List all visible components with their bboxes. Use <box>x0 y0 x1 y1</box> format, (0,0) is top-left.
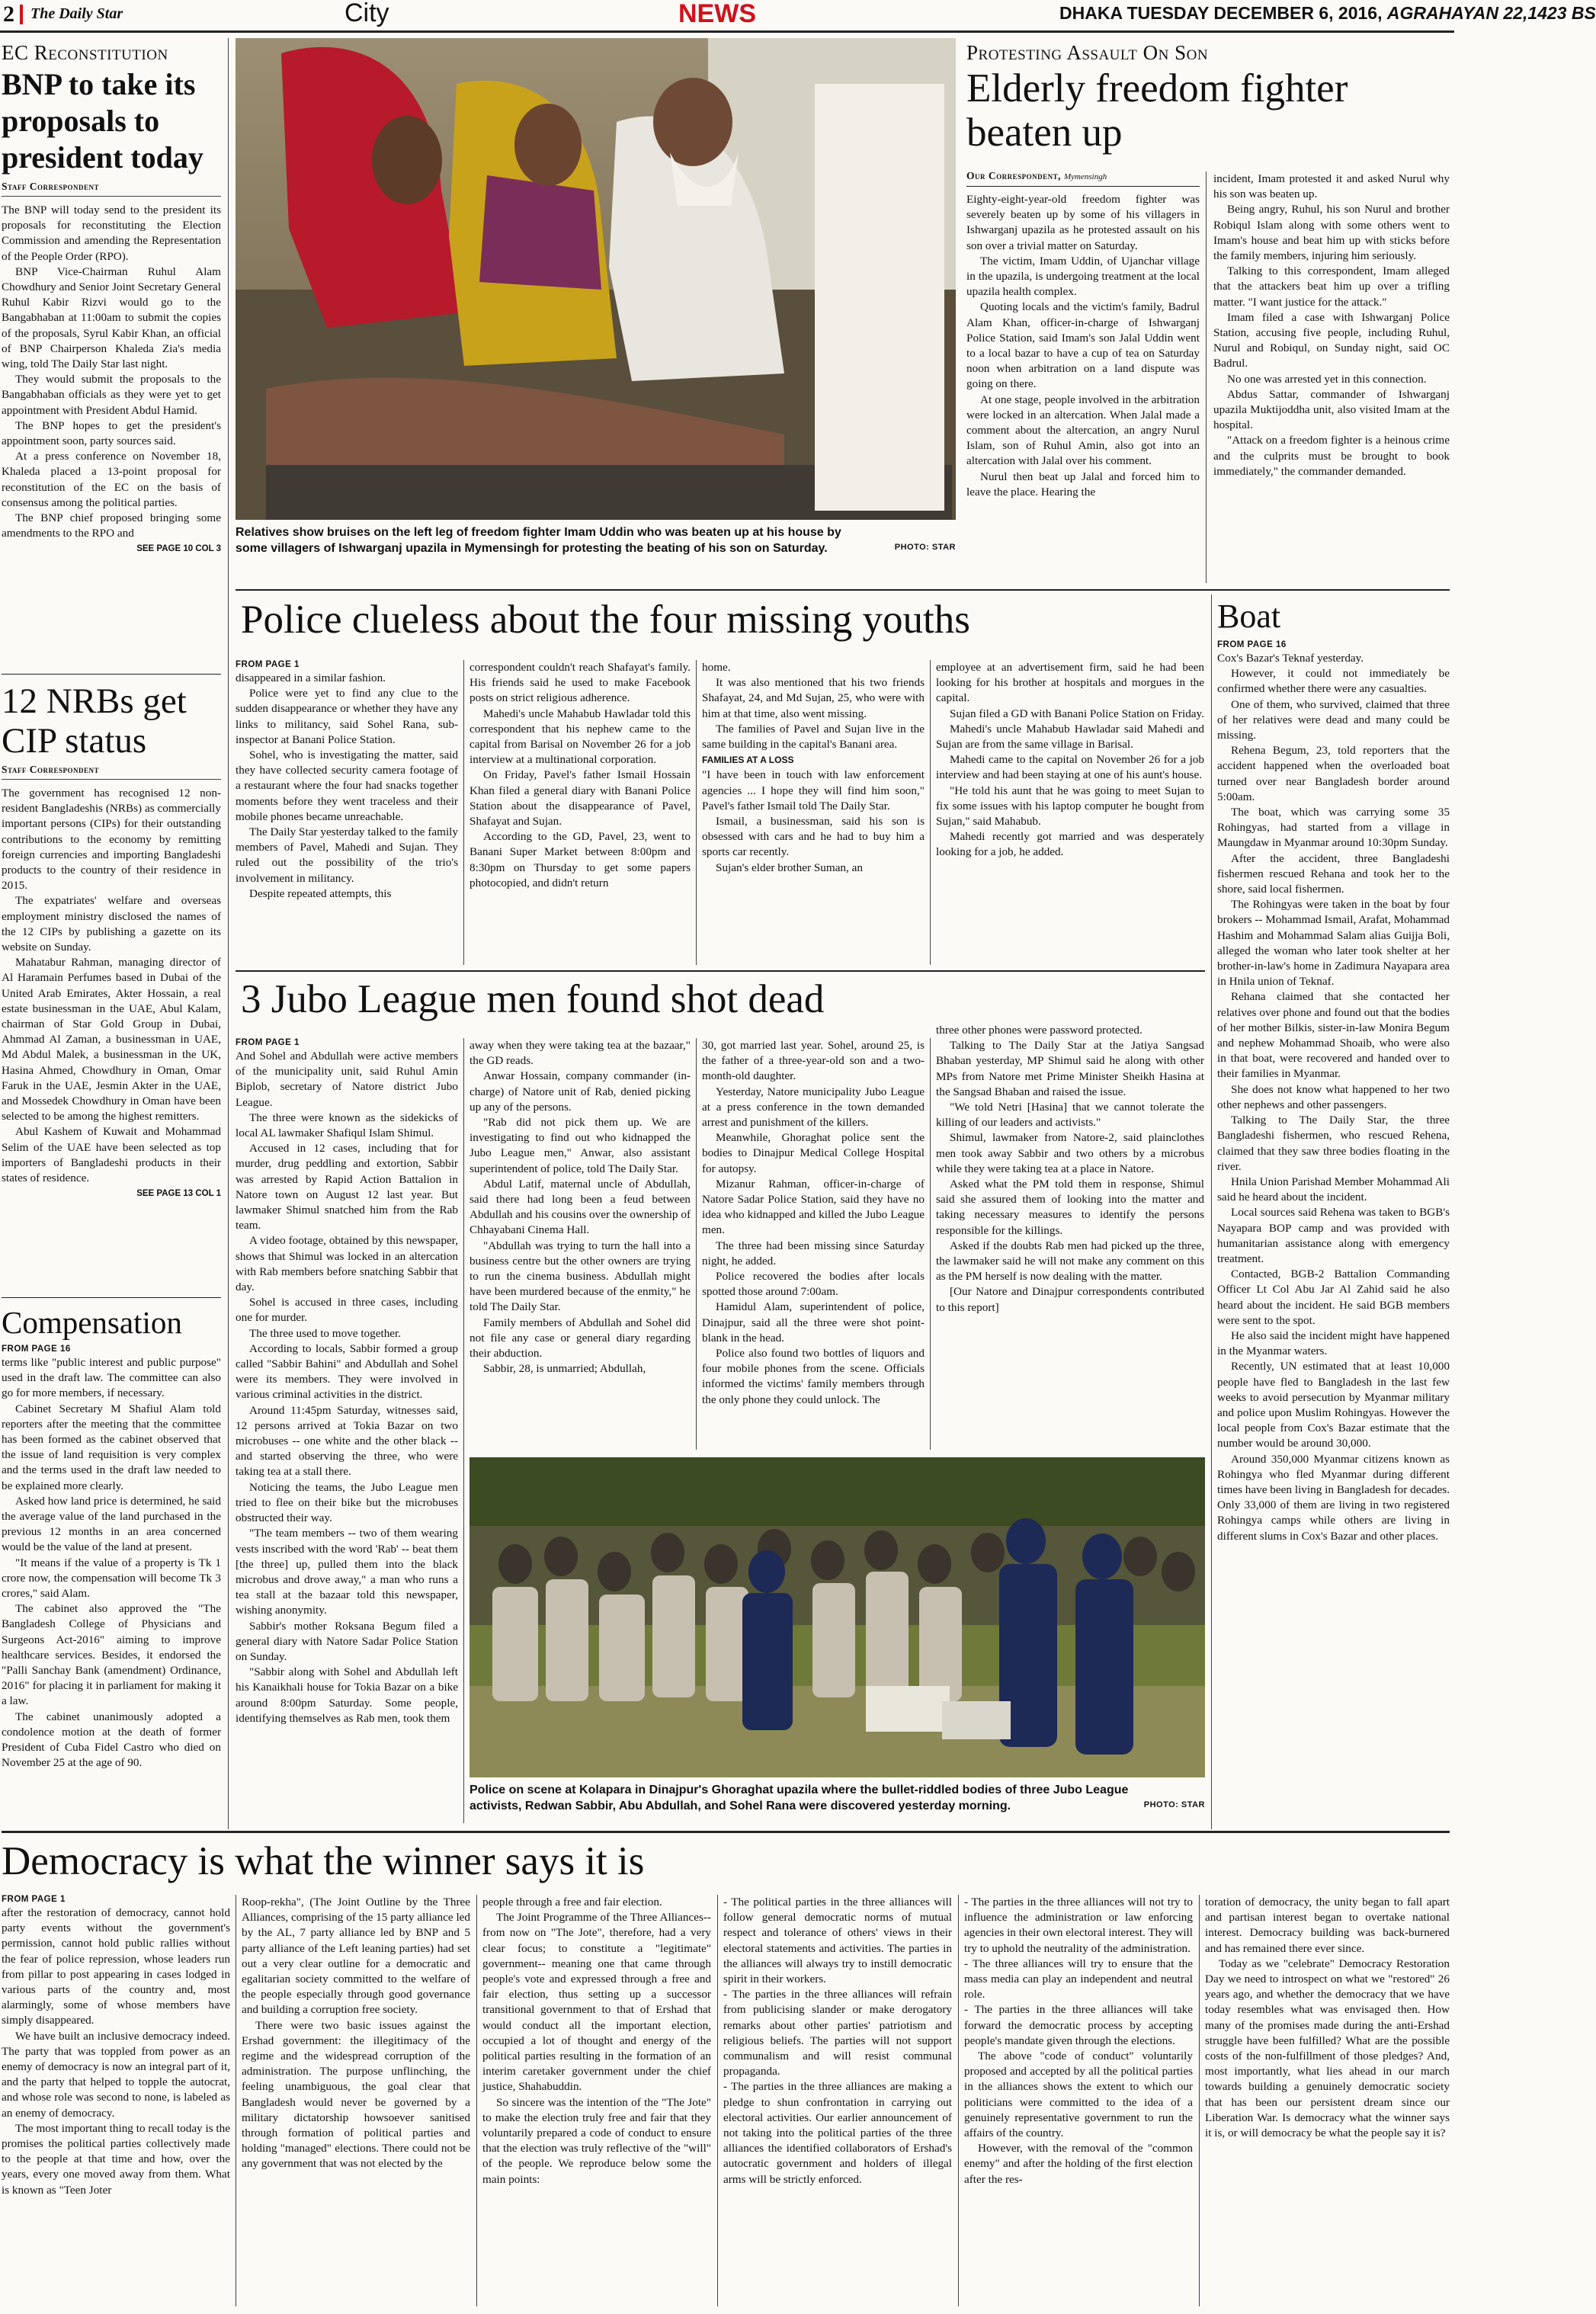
divider <box>2 1831 1450 1833</box>
column-rule <box>930 1038 931 1450</box>
freedom-fighter-story <box>966 41 1450 155</box>
photo-image <box>470 1457 1205 1777</box>
story-body-col2 <box>1213 171 1450 479</box>
paragraph: Nurul then beat up Jalal and forced him to leave the place. Hearing the <box>966 470 1200 498</box>
divider <box>2 1297 221 1298</box>
jubo-league-headline: 3 Jubo League men found shot dead <box>241 977 825 1021</box>
paragraph: correspondent couldn't reach Shafayat's family. His friends said he used to make Facebook posts on strict religious adherence. <box>470 661 691 705</box>
paragraph: "It means if the value of a property is Tk 1 crore now, the compensation will become Tk 3 crores," said Alam. <box>2 1556 221 1601</box>
paragraph: Sabbir, 28, is unmarried; Abdullah, <box>483 1362 646 1376</box>
paragraph: The boat, which was carrying some 35 Rohingyas, had started from a village in Maungdaw in Myanmar around 10:30pm Sunday. <box>1217 806 1450 850</box>
paragraph: At a press conference on November 18, Khaleda placed a 13-point proposal for reconstitution of the EC on the basis of consensus among the political parties. <box>2 450 221 509</box>
from-page-label: FROM PAGE 16 <box>2 1344 71 1354</box>
paragraph: Yesterday, Natore municipality Jubo League at a press conference in the town demanded arrest and punishment of the killers. <box>702 1085 925 1130</box>
paragraph: Cox's Bazar's Teknaf yesterday. <box>1217 652 1364 665</box>
paragraph: So sincere was the intention of the "The Jote" to make the election truly free and fair that they voluntarily prepared a code of conduct to ensure that the election was truly reflective of the "will" of the people. We reproduce below some the main points: <box>482 2095 711 2186</box>
paragraph: The most important thing to recall today is the promises the political parties collectively made to the people at that time and how, over the years, every one moved away from them. What is known as "Teen Joter <box>2 2121 230 2197</box>
paragraph: Police also found two bottles of liquors and four mobile phones from the scene. Officials informed the victims' family members through the only phone they could unlock. The <box>702 1347 925 1406</box>
paragraph: incident, Imam protested it and asked Nurul why his son was beaten up. <box>1213 172 1450 201</box>
paragraph: Talking to The Daily Star, the three Bangladeshi fishermen, who rescued Rehena, claimed that they saw three bodies floating in the river. <box>1217 1114 1450 1173</box>
story-body <box>2 1355 221 1771</box>
paragraph: - The three alliances will try to ensure that the mass media can play an independent and neutral role. <box>964 1957 1193 2002</box>
missing-youths-col2 <box>470 660 691 891</box>
paragraph: It was also mentioned that his two friends Shafayat, 24, and Md Sujan, 25, who were with him at that time, also went missing. <box>702 676 925 720</box>
photo-crime-scene <box>470 1457 1205 1777</box>
dateline <box>1059 3 1596 24</box>
paragraph: away when they were taking tea at the bazaar," the GD reads. <box>470 1039 691 1068</box>
paragraph: At one stage, people involved in the arbitration were locked in an altercation. When Jalal made a comment about the altercation, an angry Nurul Islam, son of Ruhul Amin, also got into an altercation with Jalal over his comment. <box>966 393 1200 468</box>
paragraph: The three had been missing since Saturday night, he added. <box>702 1239 925 1268</box>
paragraph: Sohel is accused in three cases, including one for murder. <box>236 1296 458 1325</box>
missing-youths-col3 <box>702 660 925 876</box>
missing-youths-col1 <box>236 660 458 902</box>
paragraph: Being angry, Ruhul, his son Nurul and brother Robiqul Islam along with some others went to Imam's house and beat him up with sticks before the family members, injuring him seriously. <box>1213 203 1450 263</box>
paragraph: She does not know what happened to her two other nephews and other passengers. <box>1217 1082 1450 1111</box>
paragraph: Mahedi recently got married and was desperately looking for a job, he added. <box>936 830 1204 859</box>
paragraph: Family members of Abdullah and Sohel did not file any case or general diary regarding their abduction. <box>470 1316 691 1361</box>
paragraph: One of them, who survived, claimed that three of her relatives were dead and many could be missing. <box>1217 697 1450 742</box>
column-rule <box>1199 1895 1200 2306</box>
missing-youths-col4 <box>936 660 1204 861</box>
paragraph: Cabinet Secretary M Shafiul Alam told reporters after the meeting that the committee has been formed as the cabinet observed that the issue of land requisition is very complex and the terms used in the draft law needed to be explained more clearly. <box>2 1402 221 1492</box>
photo-credit: PHOTO: STAR <box>894 543 956 552</box>
paragraph: Imam filed a case with Ishwarganj Police Station, accusing five people, including Ruhul, Nurul and Robiqul, on Sunday night, said OC Badrul. <box>1213 310 1450 370</box>
paragraph: The Daily Star yesterday talked to the family members of Pavel, Mahedi and Sujan. They ruled out the possibility of the trio's involvement in militancy. <box>236 825 458 885</box>
paragraph: According to the GD, Pavel, 23, went to Banani Super Market between 8:00pm and 8:30pm on Thursday to get some papers photocopied, and didn't return <box>470 830 691 889</box>
paragraph: Asked what the PM told them in response, Shimul said she assured them of looking into the matter and taking necessary measures to identify the persons responsible for the killings. <box>936 1178 1204 1237</box>
paragraph: toration of democracy, the unity began to fall apart and partisan interest began to overtake national interest. Democracy building was back-burnered and has remained there ever since. <box>1205 1896 1450 1955</box>
paragraph: Asked if the doubts Rab men had picked up the three, the lawmaker said he will not make any comment on this as the PM herself is now dealing with the matter. <box>936 1239 1204 1284</box>
paragraph: - The parties in the three alliances will take forward the democratic process by accepting people's mandate given through the elections. <box>964 2003 1193 2047</box>
photo-caption-row <box>470 1782 1205 1814</box>
paragraph: "Abdullah was trying to turn the hall into a business centre but the other owners are trying to run the cinema business. Abdullah might have been murdered because of the enmity," he told The Daily Star. <box>470 1239 691 1314</box>
paper-logo: The Daily Star <box>30 5 123 22</box>
paragraph: Contacted, BGB-2 Battalion Commanding Officer Lt Col Abu Jar Al Zahid said he also heard about the incident. He said BGB members were sent to the spot. <box>1217 1268 1450 1327</box>
from-page-label: FROM PAGE 1 <box>236 1038 300 1047</box>
paragraph: Anwar Hossain, company commander (in-charge) of Natore unit of Rab, denied picking up any of the persons. <box>470 1069 691 1114</box>
paragraph: Sujan filed a GD with Banani Police Station on Friday. <box>950 707 1204 720</box>
story-kicker: Protesting Assault On Son <box>966 41 1209 64</box>
paragraph: No one was arrested yet in this connection. <box>1227 372 1427 386</box>
masthead-red-bar <box>20 5 23 24</box>
dateline-bangla: AGRAHAYAN 22,1423 BS <box>1386 3 1596 23</box>
divider <box>236 970 1205 972</box>
paragraph: Quoting locals and the victim's family, Badrul Alam Khan, officer-in-charge of Ishwarganj Police Station, said Imam's son Jalal Uddin went to a local bazar to have a cup of tea on Saturday noon when arbitration on a land dispute was going on there. <box>966 300 1200 391</box>
story-byline: Staff Correspondent <box>2 764 221 780</box>
paragraph: Around 11:45pm Saturday, witnesses said, 12 persons arrived at Tokia Bazar on two microbuses -- one white and the other black -- and started observing the three, who were taking tea at a stall there. <box>236 1403 458 1479</box>
column-rule <box>1211 595 1212 1829</box>
photo-caption: Police on scene at Kolapara in Dinajpur's Ghoraghat upazila where the bullet-riddled bodies of three Jubo League activists, Redwan Sabbir, Abu Abdullah, and Sohel Rana were discovered yesterday morning. <box>470 1784 1129 1812</box>
paragraph: [Our Natore and Dinajpur correspondents contributed to this report] <box>936 1285 1204 1314</box>
from-page-label: FROM PAGE 16 <box>1217 640 1287 649</box>
democracy-headline: Democracy is what the winner says it is <box>2 1839 645 1883</box>
story-headline: BNP to take its proposals to president today <box>2 67 204 175</box>
divider <box>2 674 221 675</box>
paragraph: Police were yet to find any clue to the sudden disappearance or whether they have any links to militancy, said Sohel Rana, sub-inspector at Banani Police Station. <box>236 687 458 746</box>
jubo-col3 <box>702 1038 925 1408</box>
paragraph: Mizanur Rahman, officer-in-charge of Natore Sadar Police Station, said they have no idea who kidnapped and killed the Jubo League men. <box>702 1177 925 1237</box>
paragraph: Rehena Begum, 23, told reporters that the accident happened when the overloaded boat turned over near Bangladesh border around 5:00am. <box>1217 744 1450 803</box>
paragraph: "Attack on a freedom fighter is a heinous crime and the culprits must be brought to book immediately," the commander demanded. <box>1213 434 1450 478</box>
paragraph: Abul Kashem of Kuwait and Mohammad Selim of the UAE have been selected as top importers of Bangladeshi products in their states of residence. <box>2 1125 221 1185</box>
paragraph: However, it could not immediately be confirmed whether there were any casualties. <box>1217 667 1450 696</box>
column-rule <box>696 1038 697 1450</box>
paragraph: According to locals, Sabbir formed a group called "Sabbir Bahini" and Abdullah and Sohel were its members. They were involved in various criminal activities in the district. <box>236 1341 458 1402</box>
paragraph: employee at an advertisement firm, said he had been looking for his brother at hospitals and morgues in the capital. <box>936 661 1204 705</box>
paragraph: - The political parties in the three alliances will follow general democratic norms of mutual respect and tolerance of others' views in their electoral statements and activities. The parties in the alliances will always try to instill democratic spirit in their workers. <box>723 1896 952 1986</box>
paragraph: And Sohel and Abdullah were active members of the municipality unit, said Ruhul Amin Biplob, secretary of Natore district Jubo League. <box>236 1050 458 1109</box>
paragraph: Hamidul Alam, superintendent of police, Dinajpur, said all the three were shot point-blank in the head. <box>702 1300 925 1344</box>
category-label: NEWS <box>678 0 756 28</box>
paragraph: "He told his aunt that he was going to meet Sujan to fix some issues with his laptop computer he bought from Sujan," said Mahabub. <box>936 784 1204 828</box>
story-body <box>1217 651 1450 1544</box>
jubo-col4 <box>936 1023 1204 1316</box>
photo-image <box>236 38 956 520</box>
democracy-col6 <box>1205 1895 1450 2141</box>
paragraph: - The parties in the three alliances will not try to influence the administration or law enforcing agencies in their own electoral interest. They will try to uphold the neutrality of the administration. <box>964 1896 1193 1955</box>
story-headline: Compensation <box>2 1305 182 1340</box>
paragraph: Local sources said Rehena was taken to BGB's Nayapara BOP camp and was provided with humanitarian assistance along with emergency treatment. <box>1217 1206 1450 1265</box>
page-number: 2 <box>3 2 14 27</box>
paragraph: Shimul, lawmaker from Natore-2, said plainclothes men took away Sabbir and two others by a microbus while they were taking tea at a place in Natore. <box>936 1131 1204 1175</box>
paragraph: Sujan's elder brother Suman, an <box>716 861 863 874</box>
column-rule <box>696 660 697 965</box>
story-kicker: EC Reconstitution <box>2 41 168 64</box>
photo-caption: Relatives show bruises on the left leg of freedom fighter Imam Uddin who was beaten up at his house by some villagers of Ishwarganj upazila in Mymensingh for protesting the beating of his son on Saturday. <box>236 526 841 555</box>
story-headline: 12 NRBs get CIP status <box>2 681 187 761</box>
jubo-col1 <box>236 1038 458 1726</box>
paragraph: The government has recognised 12 non-resident Bangladeshis (NRBs) as commercially important persons (CIPs) for their outstanding contributions to the economy by remitting foreign currencies and importing Bangladeshi products to the country of their residence in 2015. <box>2 787 221 893</box>
paragraph: He also said the incident might have happened in the Myanmar waters. <box>1217 1328 1450 1358</box>
paragraph: home. <box>702 661 731 674</box>
jubo-col2 <box>470 1038 691 1377</box>
paragraph: Recently, UN estimated that at least 10,000 people have fled to Bangladesh in the last few weeks to avoid persecution by Myanmar military and police upon Muslim Rohingyas. However the local people from Cox's Bazar estimate that the number would be around 30,000. <box>1217 1360 1450 1450</box>
paragraph: Rehana claimed that she contacted her relatives over phone and found out that the bodies of her mother Bilkis, sister-in-law Monira Begum and nephew Mohammad Shoaib, who were also in that boat, were recovered and handed over to their families in Myanmar. <box>1217 990 1450 1081</box>
paragraph: The three were known as the sidekicks of local AL lawmaker Shafiqul Islam Shimul. <box>236 1111 458 1140</box>
subhead: FAMILIES AT A LOSS <box>702 755 794 766</box>
paragraph: Mahedi came to the capital on November 26 for a job interview and had been staying at one of his aunt's house. <box>936 753 1204 782</box>
compensation-story <box>2 1305 221 1771</box>
photo-credit: PHOTO: STAR <box>1143 1800 1205 1809</box>
paragraph: 30, got married last year. Sohel, around 25, is the father of a three-year-old son and a two-month-old daughter. <box>702 1039 925 1083</box>
story-byline <box>966 169 1203 183</box>
paragraph: BNP Vice-Chairman Ruhul Alam Chowdhury and Senior Joint Secretary General Ruhul Kabir Rizvi would go to the Bangabhaban at 11:00am to submit the copies of the proposals, Syrul Kabir Khan, an official of BNP Chairperson Khaleda Zia's media wing, told The Daily Star last night. <box>2 264 221 371</box>
paragraph: The BNP chief proposed bringing some amendments to the RPO and <box>2 511 221 540</box>
paragraph: - The parties in the three alliances will refrain from publicising slander or make derogatory remarks about other parties' patriotism and religious beliefs. The parties will not support communalism and will resist communal propaganda. <box>723 1988 952 2078</box>
column-rule <box>1206 171 1207 583</box>
paragraph: Hnila Union Parishad Member Mohammad Ali said he heard about the incident. <box>1217 1175 1450 1204</box>
column-rule <box>463 1038 464 1823</box>
nrb-story <box>2 681 221 1198</box>
column-rule <box>228 38 229 1829</box>
ec-story <box>2 41 221 553</box>
from-page-label: FROM PAGE 1 <box>2 1895 66 1904</box>
paragraph: Abdus Sattar, commander of Ishwarganj upazila Muktijoddha unit, also visited Imam at the hospital. <box>1213 387 1450 432</box>
paragraph: They would submit the proposals to the Bangabhaban officials as they were yet to get appointment with President Abdul Hamid. <box>2 373 221 417</box>
paragraph: The cabinet also approved the "The Bangladesh College of Physicians and Surgeons Act-2016" aiming to improve healthcare services. Besides, it endorsed the "Palli Sanchay Bank (amendment) Ordinance, 2016" for placing it in parliament for making it a law. <box>2 1602 221 1708</box>
boat-story <box>1217 596 1450 1544</box>
divider <box>236 589 1450 591</box>
paragraph: However, with the removal of the "common enemy" and after the holding of the first election after the res- <box>964 2142 1193 2186</box>
paragraph: The victim, Imam Uddin, of Ujanchar village in the upazila, is undergoing treatment at the local upazila health complex. <box>966 254 1200 299</box>
jump-line[interactable]: SEE PAGE 13 COL 1 <box>136 1189 221 1199</box>
paragraph: terms like "public interest and public purpose" used in the draft law. The committee can also go for more members, if necessary. <box>2 1356 221 1400</box>
democracy-col4 <box>723 1895 952 2187</box>
paragraph: Talking to The Daily Star at the Jatiya Sangsad Bhaban yesterday, MP Shimul said he along with other MPs from Natore met Prime Minister Sheikh Hasina at the Sangsad Bhaban and raised the issue. <box>936 1039 1204 1098</box>
column-rule <box>463 660 464 965</box>
dateline-plain: DHAKA TUESDAY DECEMBER 6, 2016, <box>1059 3 1383 23</box>
paragraph: "I have been in touch with law enforcement agencies ... I hope they will find him soon," Pavel's father Ismail told The Daily Star. <box>702 768 925 812</box>
paragraph: After the accident, three Bangladeshi fishermen rescued Rehana and took her to the shore, said local fishermen. <box>1217 851 1450 896</box>
paragraph: three other phones were password protected. <box>936 1024 1143 1037</box>
byline-name: Our Correspondent, <box>966 170 1062 181</box>
paragraph: Ismail, a businessman, said his son is obsessed with cars and he had to buy him a sports car recently. <box>702 815 925 859</box>
masthead-rule <box>0 30 1454 33</box>
democracy-col3 <box>482 1895 711 2187</box>
paragraph: Roop-rekha", (The Joint Outline by the Three Alliances, comprising of the 15 party alliance led by the AL, 7 party alliance led by BNP and 5 party alliance of the Left leaning parties) had set out a very clear outline for a democratic and egalitarian society committed to the welfare of the people especially through good governance and building a corruption free society. <box>242 1896 470 2017</box>
column-rule <box>930 660 931 965</box>
story-headline: Elderly freedom fighter beaten up <box>966 66 1348 155</box>
paragraph: Noticing the teams, the Jubo League men tried to flee on their bike but the microbuses obstructed their way. <box>236 1480 458 1525</box>
jump-line[interactable]: SEE PAGE 10 COL 3 <box>136 544 221 554</box>
paragraph: Mahedi's uncle Mahabub Hawladar said Mahedi and Sujan are from the same village in Barisal. <box>936 722 1204 752</box>
paragraph: "We told Netri [Hasina] that we cannot tolerate the killing of our leaders and activists." <box>936 1101 1204 1130</box>
paragraph: The above "code of conduct" voluntarily proposed and accepted by all the political parties in the alliances shows the extent to which our politicians were committed to the idea of a genuinely representative government to run the affairs of the country. <box>964 2050 1193 2140</box>
paragraph: The three used to move together. <box>249 1326 402 1340</box>
democracy-col5 <box>964 1895 1193 2187</box>
column-rule <box>476 1895 477 2306</box>
democracy-col2 <box>242 1895 470 2172</box>
paragraph: The expatriates' welfare and overseas employment ministry disclosed the names of the 12 CIPs by publishing a gazette on its website on Sunday. <box>2 894 221 954</box>
paragraph: Police recovered the bodies after locals spotted those around 7:00am. <box>702 1270 925 1299</box>
paragraph: Talking to this correspondent, Imam alleged that the attackers beat him up over a trifling matter. "I want justice for the attack." <box>1213 264 1450 309</box>
from-page-label: FROM PAGE 1 <box>236 660 300 669</box>
paragraph: - The parties in the three alliances are making a pledge to shun confrontation in carrying out electoral activities. Our earlier announcement of not taking into the political parties of the three alliances the identified collaborators of Ershad's autocratic government and holders of illegal arms will be strictly enforced. <box>723 2080 952 2186</box>
paragraph: people through a free and fair election. <box>482 1896 662 1909</box>
paragraph: Despite repeated attempts, this <box>249 886 392 900</box>
paragraph: A video footage, obtained by this newspaper, shows that Shimul was locked in an altercation with Rab members before snatching Sabbir that day. <box>236 1234 458 1294</box>
paragraph: Mahedi's uncle Mahabub Hawladar told this correspondent that his nephew came to the capital from Barisal on November 26 for a job interview at a multinational corporation. <box>470 707 691 767</box>
missing-youths-headline: Police clueless about the four missing youths <box>241 598 970 642</box>
paragraph: "Rab did not pick them up. We are investigating to find out who kidnapped the Jubo League men," Anwar, also assistant superintendent of police, told The Daily Star. <box>470 1116 691 1175</box>
paragraph: Around 350,000 Myanmar citizens known as Rohingya who fled Myanmar during different times have been living in Bangladesh for decades. Only 33,000 of them are living in two registered Rohingya camps while others are living in different slums in Cox's Bazar and other places. <box>1217 1452 1450 1543</box>
paragraph: "Sabbir along with Sohel and Abdullah left his Kanaikhali house for Tokia Bazar on a bike around 8:00pm Saturday. Some people, identifying themselves as Rab men, took them <box>236 1665 458 1725</box>
paragraph: Eighty-eight-year-old freedom fighter was severely beaten up by some of his villagers in Ishwarganj upazila as he protested assault on his son over a trivial matter on Saturday. <box>966 193 1200 252</box>
paragraph: disappeared in a similar fashion. <box>236 671 386 684</box>
column-rule <box>958 1895 959 2306</box>
paragraph: Today as we "celebrate" Democracy Restoration Day we need to introspect on what we "restored" 26 years ago, and whether the democracy that we have today resembles what was envisaged then. How many of the promises made during the anti-Ershad struggle have been fulfilled? What are the possible costs of the non-fulfillment of those pledges? And, most importantly, what lies ahead in our march towards building a genuinely democratic society that has been our persistent dream since our Liberation War. Is democracy what the winner says it is, or will democracy be what the people say it is? <box>1205 1957 1450 2140</box>
democracy-col1 <box>2 1895 230 2198</box>
paragraph: Sohel, who is investigating the matter, said they have collected security camera footage of a restaurant where the four had snacks together moments before they went traceless and their mobile phones became unreachable. <box>236 748 458 823</box>
divider <box>966 186 1200 187</box>
story-headline: Boat <box>1217 598 1281 635</box>
paragraph: The Rohingyas were taken in the boat by four brokers -- Mohammad Ismail, Arafat, Mohammad Hashim and Mohammad Salam alias Guijja Boli, alleged the woman who later took shelter at her brother-in-law's home in Zadimura Nayapara area in Hnila union of Teknaf. <box>1217 898 1450 989</box>
paragraph: after the restoration of democracy, cannot hold party events without the government's permission, cannot hold public rallies without the fear of police repression, whose leaders run from pillar to post appearing in cases lodged in various parts of the country and, most alarmingly, some of whose members have simply disappeared. <box>2 1906 230 2027</box>
paragraph: The families of Pavel and Sujan live in the same building in the capital's Banani area. <box>702 722 925 752</box>
paragraph: Abdul Latif, maternal uncle of Abdullah, said there had long been a feud between Abdullah and his cousins over the ownership of Chhayabani Cinema Hall. <box>470 1177 691 1237</box>
paragraph: The cabinet unanimously adopted a condolence motion at the death of former President of Cuba Fidel Castro who died on November 25 at the age of 90. <box>2 1710 221 1770</box>
paragraph: The BNP hopes to get the president's appointment soon, party sources said. <box>2 418 221 448</box>
photo-freedom-fighter <box>236 38 956 520</box>
photo-caption-row <box>236 524 956 556</box>
story-body-col1 <box>966 192 1200 500</box>
paragraph: Asked how land price is determined, he said the average value of the land purchased in the previous 12 months in an area concerned would be the value of the land at present. <box>2 1494 221 1554</box>
paragraph: Sabbir's mother Roksana Begum filed a general diary with Natore Sadar Police Station on Sunday. <box>236 1619 458 1663</box>
story-body <box>2 203 221 541</box>
column-rule <box>717 1895 718 2306</box>
paragraph: Accused in 12 cases, including that for murder, drug peddling and extortion, Sabbir was arrested by Rapid Action Battalion in Natore town on August 12 last year. But lawmaker Shimul snatched him from the Rab team. <box>236 1142 458 1232</box>
paragraph: The BNP will today send to the president its proposals for reconstituting the Election Commission and amending the Representation of the People Order (RPO). <box>2 204 221 263</box>
paragraph: On Friday, Pavel's father Ismail Hossain Khan filed a general diary with Banani Police Station about the disappearance of Pavel, Shafayat and Sujan. <box>470 768 691 828</box>
masthead <box>0 0 1596 30</box>
story-body <box>2 786 221 1186</box>
section-name: City <box>345 0 389 27</box>
story-byline: Staff Correspondent <box>2 181 221 197</box>
paragraph: Mahatabur Rahman, managing director of Al Haramain Perfumes based in Dubai of the United Arab Emirates, Akter Hossain, a real estate businessman in the UAE, Abul Kalam, chairman of Star Gold Group in Dubai, Ahmmad Al Zaman, a businessman in UAE, Md Abdul Malek, a businessman in the UK, Hasina Ahmed, Chowdhury in Oman, Omar Faruk in the UAE, Jesmin Akter in the UAE, and Mossedek Chowdhury in Oman have been selected to be among the highest remitters. <box>2 956 221 1123</box>
paragraph: There were two basic issues against the Ershad government: the illegitimacy of the regime and the widespread corruption of the administration. The purpose unflinching, the feeling unambiguous, the goal clear that Bangladesh would never be governed by a military dictatorship howsoever sanitised through formation of political parties and holding "managed" elections. There could not be any government that was not elected by the <box>242 2018 470 2171</box>
paragraph: Meanwhile, Ghoraghat police sent the bodies to Dinajpur Medical College Hospital for autopsy. <box>702 1131 925 1175</box>
byline-place: Mymensingh <box>1064 172 1107 181</box>
paragraph: The Joint Programme of the Three Alliances-- from now on "The Jote", therefore, had a very clear focus; to constitute a "legitimate" government-- meaning one that came through people's vote and expressed through a free and fair election, thus setting up a successor transitional government to that of Ershad that would conduct all the important election, occupied a lot of thought and energy of the political parties resulting in the formation of an interim caretaker government under the chief justice, Shahabuddin. <box>482 1911 711 2094</box>
paragraph: We have built an inclusive democracy indeed. The party that was toppled from power as an enemy of democracy is now an integral part of it, and the party that helped to topple the autocrat, and whose role was second to none, is labeled as an enemy of democracy. <box>2 2029 230 2120</box>
paragraph: "The team members -- two of them wearing vests inscribed with the word 'Rab' -- beat them [the three] up, pulled them into the black microbus and drove away," a man who runs a tea stall at the bazaar told this newspaper, wishing anonymity. <box>236 1527 458 1617</box>
